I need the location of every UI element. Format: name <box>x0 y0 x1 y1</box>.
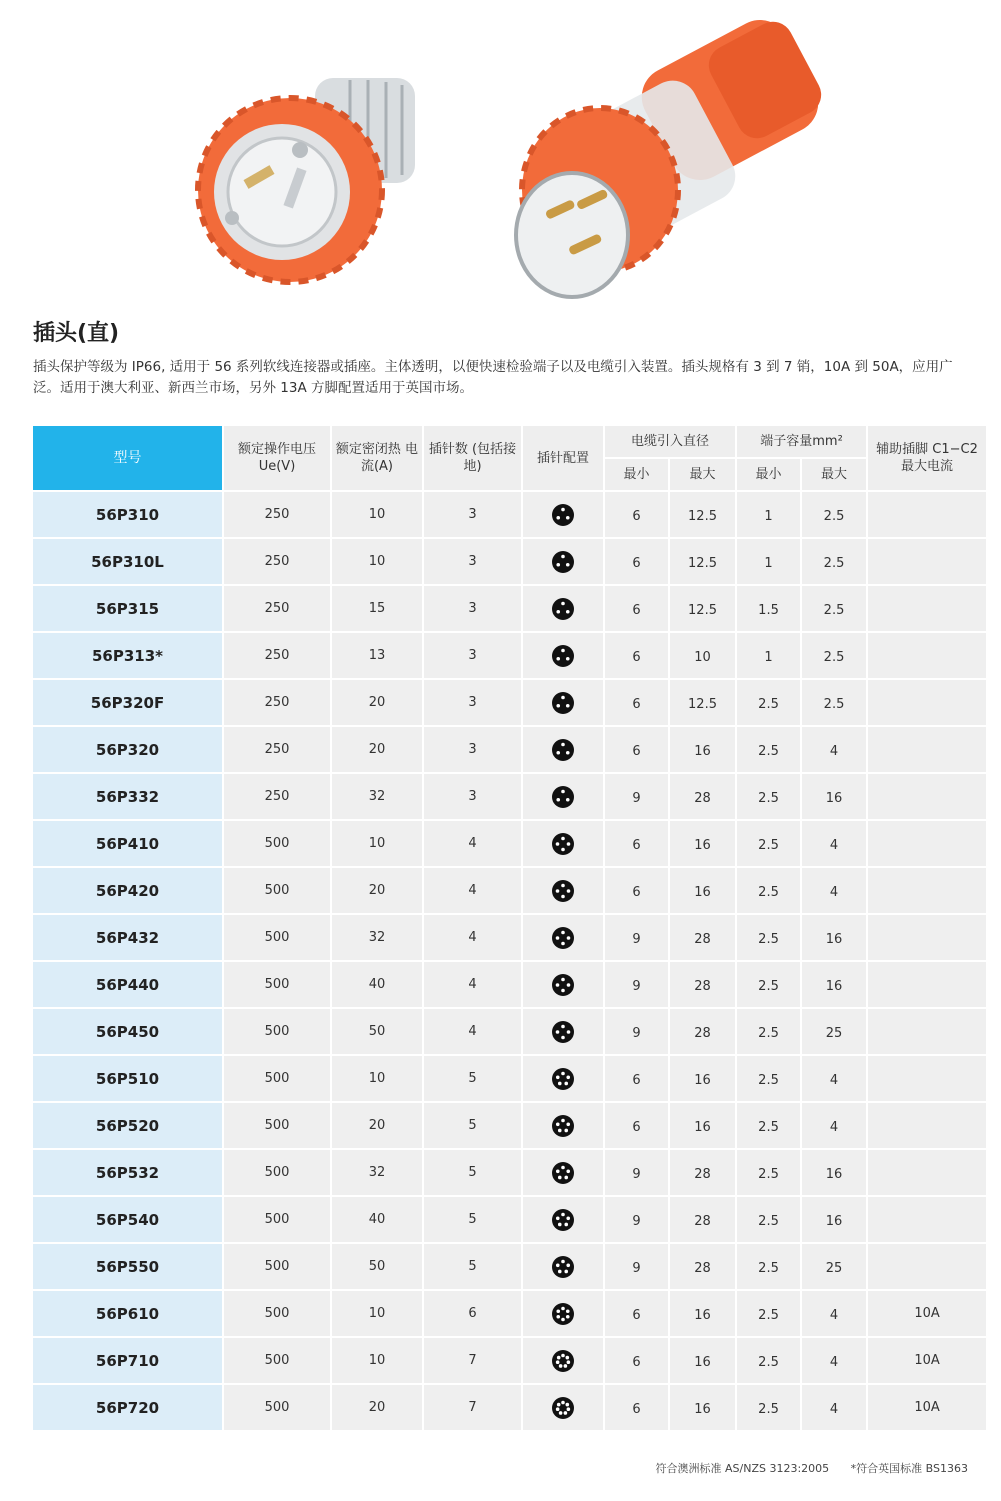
model-cell: 56P550 <box>33 1244 222 1289</box>
table-row <box>33 915 986 960</box>
cable-min-cell: 9 <box>605 1009 668 1054</box>
aux-current-cell <box>868 680 986 725</box>
cable-max-cell: 28 <box>670 962 735 1007</box>
voltage-cell: 500 <box>224 1338 330 1383</box>
header-pin-config: 插针配置 <box>523 426 603 490</box>
pin-config-icon <box>523 727 603 772</box>
table-row <box>33 1103 986 1148</box>
current-cell: 10 <box>332 492 422 537</box>
table-row <box>33 1291 986 1336</box>
header-cable-diameter: 电缆引入直径 <box>605 426 735 457</box>
terminal-min-cell: 2.5 <box>737 1056 800 1101</box>
pin-config-icon <box>523 774 603 819</box>
page-title: 插头(直) <box>33 321 120 346</box>
cable-min-cell: 9 <box>605 1244 668 1289</box>
cable-min-cell: 9 <box>605 1150 668 1195</box>
cable-max-cell: 16 <box>670 868 735 913</box>
terminal-min-cell: 2.5 <box>737 1103 800 1148</box>
aux-current-cell <box>868 492 986 537</box>
model-cell: 56P320 <box>33 727 222 772</box>
aux-current-cell <box>868 1244 986 1289</box>
uk-standard-note: *符合英国标准 BS1363 <box>850 1462 968 1475</box>
terminal-max-cell: 4 <box>802 1385 866 1430</box>
pin-config-icon <box>523 1338 603 1383</box>
terminal-max-cell: 4 <box>802 1103 866 1148</box>
pin-config-icon <box>523 539 603 584</box>
header-model: 型号 <box>33 426 222 490</box>
table-row <box>33 1056 986 1101</box>
cable-min-cell: 6 <box>605 868 668 913</box>
cable-min-cell: 6 <box>605 1338 668 1383</box>
terminal-max-cell: 4 <box>802 1338 866 1383</box>
current-cell: 32 <box>332 774 422 819</box>
cable-max-cell: 16 <box>670 1385 735 1430</box>
cable-min-cell: 6 <box>605 1385 668 1430</box>
pin-config-icon <box>523 633 603 678</box>
cable-max-cell: 28 <box>670 1150 735 1195</box>
voltage-cell: 500 <box>224 962 330 1007</box>
terminal-max-cell: 4 <box>802 1291 866 1336</box>
pins-cell: 5 <box>424 1056 521 1101</box>
terminal-max-cell: 4 <box>802 868 866 913</box>
model-cell: 56P320F <box>33 680 222 725</box>
aux-current-cell <box>868 915 986 960</box>
terminal-max-cell: 2.5 <box>802 539 866 584</box>
terminal-min-cell: 2.5 <box>737 962 800 1007</box>
table-row <box>33 1150 986 1195</box>
table-row <box>33 774 986 819</box>
table-row <box>33 1385 986 1430</box>
header-terminal-max: 最大 <box>802 459 866 490</box>
terminal-min-cell: 2.5 <box>737 1291 800 1336</box>
pins-cell: 3 <box>424 727 521 772</box>
pins-cell: 5 <box>424 1197 521 1242</box>
cable-min-cell: 6 <box>605 727 668 772</box>
terminal-min-cell: 2.5 <box>737 868 800 913</box>
cable-min-cell: 6 <box>605 680 668 725</box>
cable-min-cell: 6 <box>605 821 668 866</box>
current-cell: 40 <box>332 1197 422 1242</box>
plug-front-view-image <box>198 78 415 282</box>
terminal-max-cell: 4 <box>802 1056 866 1101</box>
voltage-cell: 500 <box>224 868 330 913</box>
aux-current-cell <box>868 868 986 913</box>
pins-cell: 4 <box>424 868 521 913</box>
voltage-cell: 500 <box>224 1103 330 1148</box>
cable-max-cell: 16 <box>670 727 735 772</box>
cable-max-cell: 12.5 <box>670 586 735 631</box>
model-cell: 56P710 <box>33 1338 222 1383</box>
current-cell: 10 <box>332 1056 422 1101</box>
pins-cell: 3 <box>424 680 521 725</box>
model-cell: 56P610 <box>33 1291 222 1336</box>
cable-max-cell: 16 <box>670 821 735 866</box>
header-current: 额定密闭热 电流(A) <box>332 426 422 490</box>
model-cell: 56P420 <box>33 868 222 913</box>
voltage-cell: 500 <box>224 915 330 960</box>
aux-current-cell <box>868 633 986 678</box>
model-cell: 56P520 <box>33 1103 222 1148</box>
model-cell: 56P313* <box>33 633 222 678</box>
pins-cell: 6 <box>424 1291 521 1336</box>
voltage-cell: 500 <box>224 1385 330 1430</box>
aux-current-cell <box>868 1150 986 1195</box>
table-row <box>33 868 986 913</box>
terminal-max-cell: 2.5 <box>802 492 866 537</box>
terminal-max-cell: 2.5 <box>802 680 866 725</box>
pins-cell: 3 <box>424 586 521 631</box>
footer-standards <box>638 1460 968 1476</box>
model-cell: 56P310 <box>33 492 222 537</box>
pins-cell: 3 <box>424 633 521 678</box>
aux-current-cell <box>868 821 986 866</box>
current-cell: 50 <box>332 1244 422 1289</box>
terminal-min-cell: 2.5 <box>737 915 800 960</box>
current-cell: 20 <box>332 1385 422 1430</box>
table-row <box>33 962 986 1007</box>
pin-config-icon <box>523 1056 603 1101</box>
cable-max-cell: 16 <box>670 1338 735 1383</box>
current-cell: 10 <box>332 1291 422 1336</box>
terminal-min-cell: 2.5 <box>737 1244 800 1289</box>
terminal-max-cell: 25 <box>802 1009 866 1054</box>
cable-min-cell: 6 <box>605 1291 668 1336</box>
cable-min-cell: 6 <box>605 492 668 537</box>
pin-config-icon <box>523 492 603 537</box>
cable-min-cell: 6 <box>605 586 668 631</box>
plug-pins-view-image <box>516 9 829 297</box>
terminal-max-cell: 16 <box>802 962 866 1007</box>
cable-max-cell: 10 <box>670 633 735 678</box>
terminal-max-cell: 16 <box>802 774 866 819</box>
pin-config-icon <box>523 1103 603 1148</box>
pin-config-icon <box>523 1244 603 1289</box>
table-row <box>33 492 986 537</box>
terminal-max-cell: 4 <box>802 821 866 866</box>
cable-max-cell: 28 <box>670 1244 735 1289</box>
pins-cell: 4 <box>424 1009 521 1054</box>
current-cell: 10 <box>332 1338 422 1383</box>
pins-cell: 3 <box>424 492 521 537</box>
voltage-cell: 250 <box>224 633 330 678</box>
terminal-min-cell: 2.5 <box>737 727 800 772</box>
model-cell: 56P315 <box>33 586 222 631</box>
cable-max-cell: 16 <box>670 1291 735 1336</box>
header-pins: 插针数 (包括接地) <box>424 426 521 490</box>
table-row <box>33 1338 986 1383</box>
aux-current-cell <box>868 774 986 819</box>
cable-min-cell: 9 <box>605 774 668 819</box>
model-cell: 56P432 <box>33 915 222 960</box>
voltage-cell: 500 <box>224 1150 330 1195</box>
current-cell: 15 <box>332 586 422 631</box>
aux-current-cell <box>868 727 986 772</box>
current-cell: 20 <box>332 727 422 772</box>
current-cell: 10 <box>332 539 422 584</box>
model-cell: 56P310L <box>33 539 222 584</box>
aux-current-cell <box>868 1103 986 1148</box>
terminal-min-cell: 2.5 <box>737 1197 800 1242</box>
aux-current-cell <box>868 962 986 1007</box>
aux-current-cell <box>868 1056 986 1101</box>
current-cell: 20 <box>332 1103 422 1148</box>
model-cell: 56P540 <box>33 1197 222 1242</box>
header-aux-pins: 辅助插脚 C1−C2 最大电流 <box>868 426 986 490</box>
table-row <box>33 586 986 631</box>
pin-config-icon <box>523 821 603 866</box>
terminal-min-cell: 2.5 <box>737 1009 800 1054</box>
pins-cell: 4 <box>424 915 521 960</box>
terminal-min-cell: 2.5 <box>737 1150 800 1195</box>
pins-cell: 4 <box>424 821 521 866</box>
model-cell: 56P720 <box>33 1385 222 1430</box>
current-cell: 13 <box>332 633 422 678</box>
cable-max-cell: 12.5 <box>670 492 735 537</box>
table-row <box>33 539 986 584</box>
model-cell: 56P532 <box>33 1150 222 1195</box>
voltage-cell: 250 <box>224 774 330 819</box>
pins-cell: 5 <box>424 1244 521 1289</box>
cable-max-cell: 16 <box>670 1056 735 1101</box>
table-row <box>33 1009 986 1054</box>
terminal-min-cell: 1 <box>737 633 800 678</box>
terminal-min-cell: 2.5 <box>737 680 800 725</box>
current-cell: 10 <box>332 821 422 866</box>
cable-max-cell: 28 <box>670 915 735 960</box>
aux-current-cell <box>868 586 986 631</box>
cable-max-cell: 28 <box>670 1197 735 1242</box>
terminal-max-cell: 25 <box>802 1244 866 1289</box>
pin-config-icon <box>523 915 603 960</box>
header-cable-max: 最大 <box>670 459 735 490</box>
cable-min-cell: 6 <box>605 1056 668 1101</box>
terminal-max-cell: 2.5 <box>802 586 866 631</box>
current-cell: 20 <box>332 868 422 913</box>
table-row <box>33 633 986 678</box>
terminal-min-cell: 2.5 <box>737 1338 800 1383</box>
model-cell: 56P450 <box>33 1009 222 1054</box>
aux-current-cell <box>868 539 986 584</box>
cable-min-cell: 6 <box>605 539 668 584</box>
pins-cell: 3 <box>424 539 521 584</box>
spec-table <box>31 424 988 1432</box>
product-images <box>0 0 1001 305</box>
pin-config-icon <box>523 1197 603 1242</box>
model-cell: 56P410 <box>33 821 222 866</box>
voltage-cell: 250 <box>224 680 330 725</box>
terminal-min-cell: 2.5 <box>737 1385 800 1430</box>
model-cell: 56P440 <box>33 962 222 1007</box>
model-cell: 56P332 <box>33 774 222 819</box>
terminal-max-cell: 16 <box>802 1150 866 1195</box>
terminal-max-cell: 16 <box>802 1197 866 1242</box>
pin-config-icon <box>523 1150 603 1195</box>
header-terminal-min: 最小 <box>737 459 800 490</box>
pins-cell: 4 <box>424 962 521 1007</box>
pins-cell: 3 <box>424 774 521 819</box>
cable-max-cell: 12.5 <box>670 539 735 584</box>
terminal-max-cell: 4 <box>802 727 866 772</box>
cable-min-cell: 9 <box>605 915 668 960</box>
header-cable-min: 最小 <box>605 459 668 490</box>
header-voltage: 额定操作电压 Ue(V) <box>224 426 330 490</box>
pin-config-icon <box>523 1291 603 1336</box>
terminal-min-cell: 1.5 <box>737 586 800 631</box>
au-standard-note: 符合澳洲标准 AS/NZS 3123:2005 <box>655 1462 830 1475</box>
cable-min-cell: 6 <box>605 1103 668 1148</box>
current-cell: 50 <box>332 1009 422 1054</box>
terminal-min-cell: 2.5 <box>737 774 800 819</box>
table-row <box>33 727 986 772</box>
voltage-cell: 250 <box>224 539 330 584</box>
table-row <box>33 1244 986 1289</box>
voltage-cell: 250 <box>224 727 330 772</box>
pin-config-icon <box>523 586 603 631</box>
current-cell: 32 <box>332 915 422 960</box>
current-cell: 32 <box>332 1150 422 1195</box>
cable-min-cell: 6 <box>605 633 668 678</box>
aux-current-cell: 10A <box>868 1291 986 1336</box>
pins-cell: 7 <box>424 1385 521 1430</box>
table-row <box>33 680 986 725</box>
cable-max-cell: 16 <box>670 1103 735 1148</box>
pins-cell: 5 <box>424 1150 521 1195</box>
pin-config-icon <box>523 1385 603 1430</box>
cable-min-cell: 9 <box>605 1197 668 1242</box>
table-row <box>33 821 986 866</box>
cable-max-cell: 28 <box>670 774 735 819</box>
pin-config-icon <box>523 1009 603 1054</box>
product-description: 插头保护等级为 IP66, 适用于 56 系列软线连接器或插座。主体透明，以便快速检验端子以及电缆引入装置。插头规格有 3 到 7 销，10A 到 50A，应用广泛。适用于澳大利亚、新西兰市场，另外 13A 方脚配置适用于英国市场。 <box>33 359 953 396</box>
cable-max-cell: 12.5 <box>670 680 735 725</box>
terminal-min-cell: 2.5 <box>737 821 800 866</box>
terminal-min-cell: 1 <box>737 539 800 584</box>
pins-cell: 7 <box>424 1338 521 1383</box>
terminal-min-cell: 1 <box>737 492 800 537</box>
cable-min-cell: 9 <box>605 962 668 1007</box>
voltage-cell: 500 <box>224 1244 330 1289</box>
current-cell: 20 <box>332 680 422 725</box>
current-cell: 40 <box>332 962 422 1007</box>
aux-current-cell <box>868 1009 986 1054</box>
header-terminal-capacity: 端子容量mm² <box>737 426 866 457</box>
aux-current-cell: 10A <box>868 1338 986 1383</box>
aux-current-cell: 10A <box>868 1385 986 1430</box>
pins-cell: 5 <box>424 1103 521 1148</box>
voltage-cell: 250 <box>224 492 330 537</box>
voltage-cell: 250 <box>224 586 330 631</box>
cable-max-cell: 28 <box>670 1009 735 1054</box>
voltage-cell: 500 <box>224 1009 330 1054</box>
voltage-cell: 500 <box>224 1197 330 1242</box>
aux-current-cell <box>868 1197 986 1242</box>
voltage-cell: 500 <box>224 1056 330 1101</box>
table-row <box>33 1197 986 1242</box>
voltage-cell: 500 <box>224 821 330 866</box>
pin-config-icon <box>523 680 603 725</box>
voltage-cell: 500 <box>224 1291 330 1336</box>
terminal-max-cell: 2.5 <box>802 633 866 678</box>
terminal-max-cell: 16 <box>802 915 866 960</box>
model-cell: 56P510 <box>33 1056 222 1101</box>
pin-config-icon <box>523 868 603 913</box>
pin-config-icon <box>523 962 603 1007</box>
